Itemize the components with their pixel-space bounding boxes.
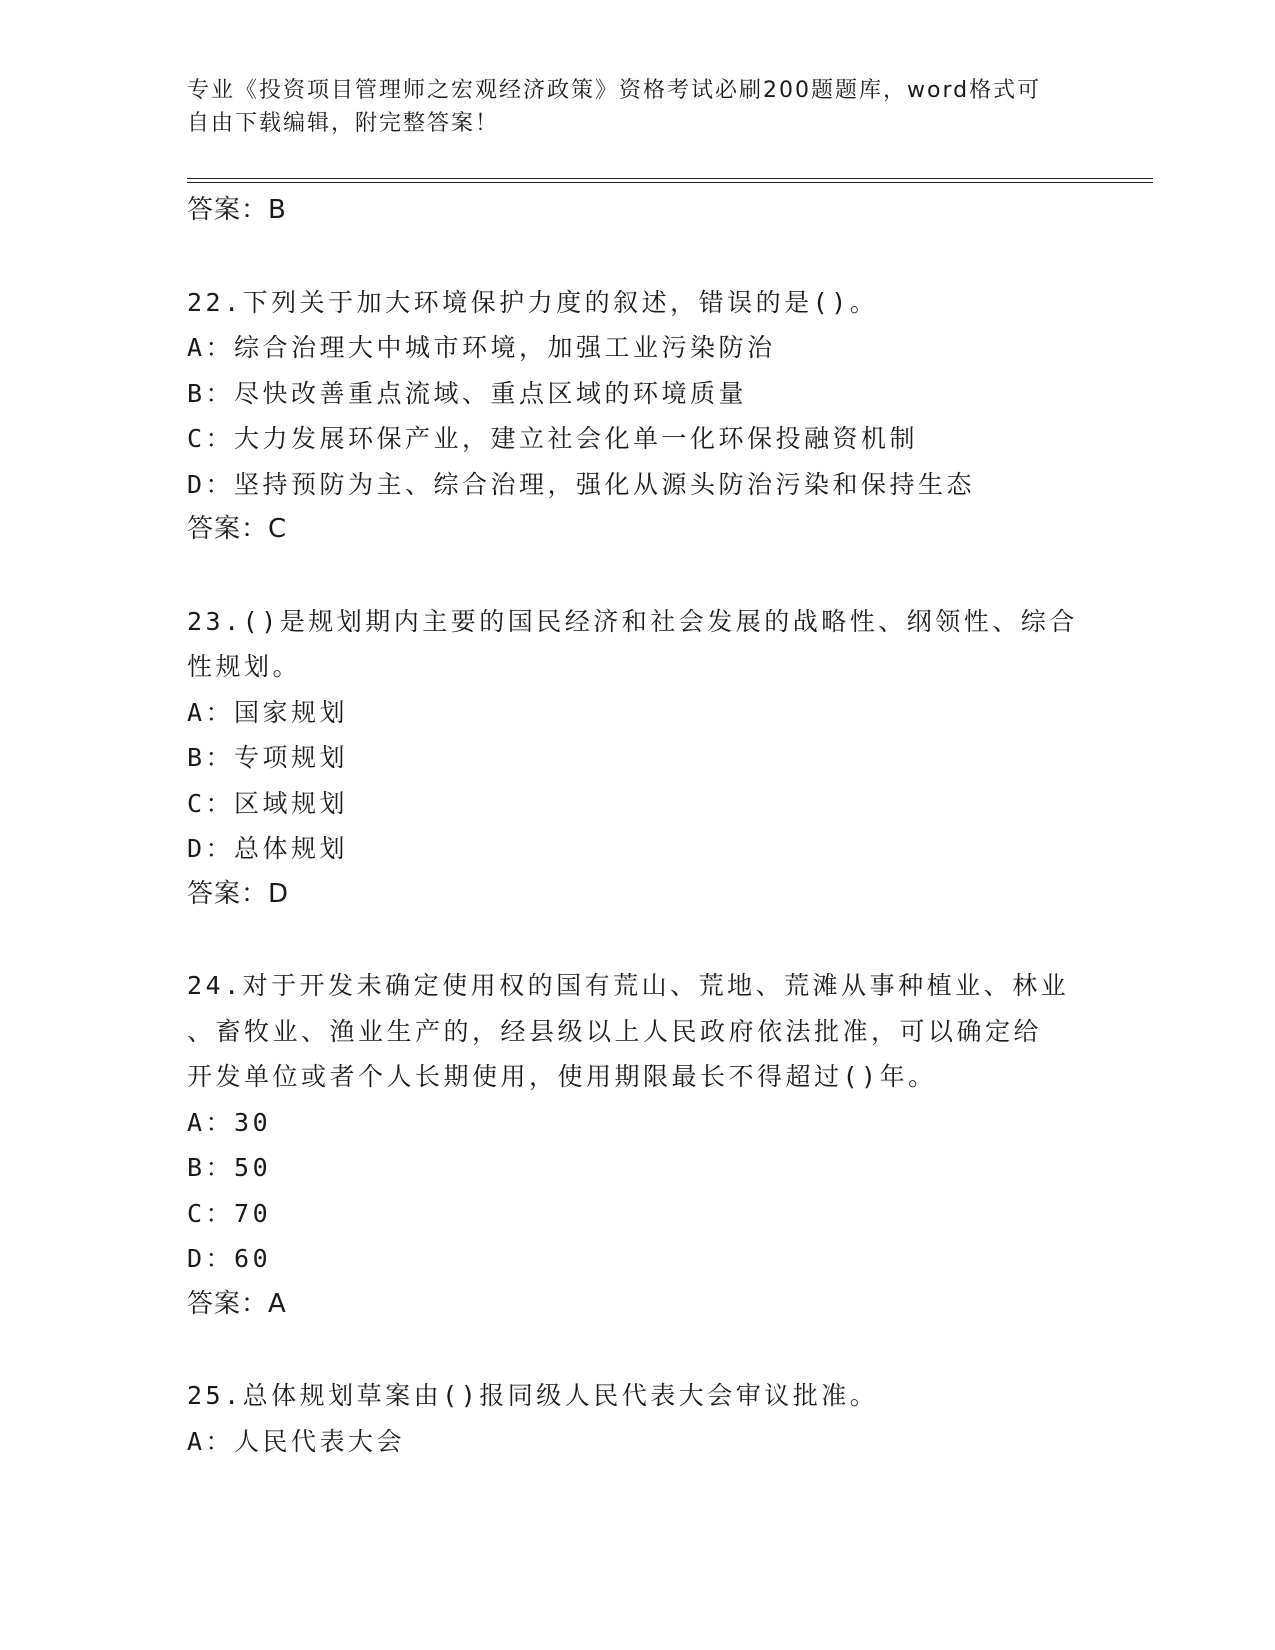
question-23 <box>187 599 1087 918</box>
question-22-option-b: B：尽快改善重点流域、重点区域的环境质量 <box>187 378 748 408</box>
question-24-option-b: B：50 <box>187 1153 272 1182</box>
question-list <box>187 188 1087 1464</box>
question-23-option-a: A：国家规划 <box>187 697 349 727</box>
question-24-text-line-2: 、畜牧业、渔业生产的，经县级以上人民政府依法批准，可以确定给 <box>187 1016 1043 1046</box>
question-25 <box>187 1373 1087 1464</box>
question-24-option-c: C：70 <box>187 1198 272 1228</box>
header-title-line-2: 自由下载编辑，附完整答案！ <box>187 111 500 136</box>
header-title-line-1: 专业《投资项目管理师之宏观经济政策》资格考试必刷200题题库，word格式可 <box>187 78 1042 103</box>
question-24 <box>187 963 1087 1327</box>
question-22-option-c: C：大力发展环保产业，建立社会化单一化环保投融资机制 <box>187 424 919 453</box>
question-25-text: 25.总体规划草案由()报同级人民代表大会审议批准。 <box>187 1381 879 1410</box>
question-24-text-line-1: 24.对于开发未确定使用权的国有荒山、荒地、荒滩从事种植业、林业 <box>187 971 1070 1000</box>
question-22 <box>187 280 1087 553</box>
question-23-option-b: B：专项规划 <box>187 743 349 772</box>
document-header <box>187 74 1087 140</box>
question-22-text: 22.下列关于加大环境保护力度的叙述，错误的是()。 <box>187 287 879 317</box>
spacer <box>187 917 1087 963</box>
question-23-text-line-2: 性规划。 <box>187 652 302 681</box>
question-22-option-d: D：坚持预防为主、综合治理，强化从源头防治污染和保持生态 <box>187 469 976 499</box>
question-24-option-d: D：60 <box>187 1244 272 1273</box>
question-23-answer: 答案：D <box>187 878 290 909</box>
spacer <box>187 1327 1087 1373</box>
header-divider <box>187 178 1153 183</box>
question-24-text-line-3: 开发单位或者个人长期使用，使用期限最长不得超过()年。 <box>187 1062 937 1091</box>
question-24-answer: 答案：A <box>187 1288 287 1319</box>
question-25-option-a: A：人民代表大会 <box>187 1426 406 1456</box>
question-23-option-c: C：区域规划 <box>187 788 349 818</box>
question-22-option-a: A：综合治理大中城市环境，加强工业污染防治 <box>187 333 776 362</box>
spacer <box>187 234 1087 280</box>
question-24-option-a: A：30 <box>187 1107 272 1137</box>
question-23-option-d: D：总体规划 <box>187 834 349 863</box>
question-22-answer: 答案：C <box>187 514 288 544</box>
spacer <box>187 553 1087 599</box>
question-23-text-line-1: 23.()是规划期内主要的国民经济和社会发展的战略性、纲领性、综合 <box>187 606 1078 636</box>
answer-21: 答案：B <box>187 195 287 225</box>
